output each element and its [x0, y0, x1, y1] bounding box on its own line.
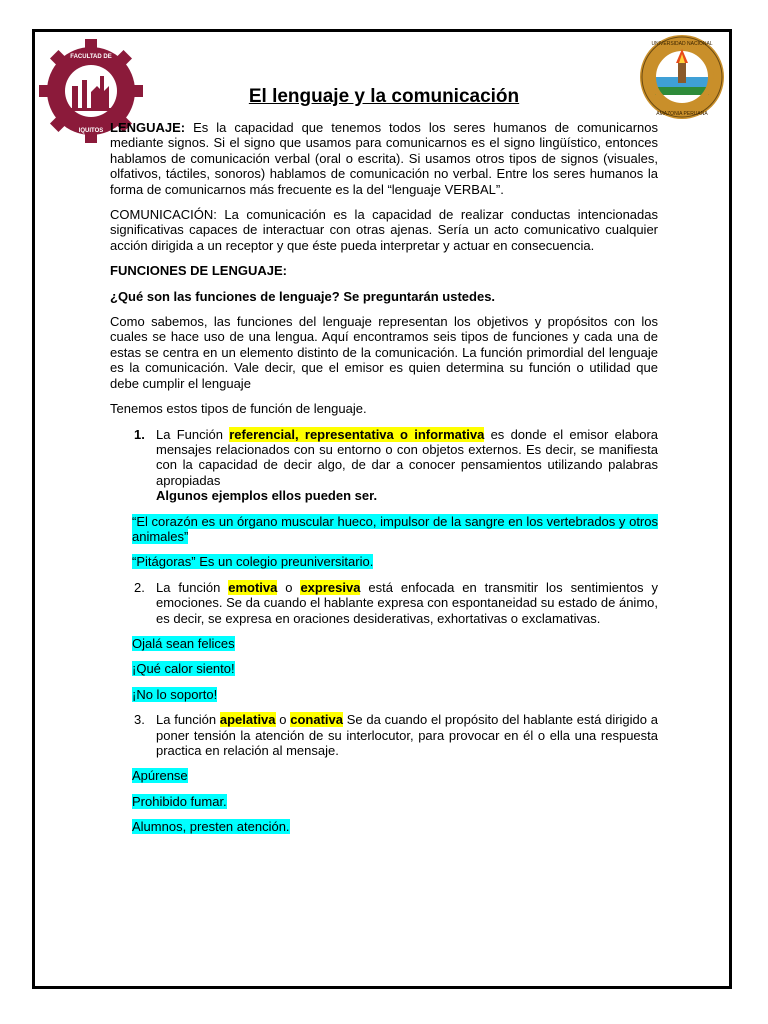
example-text: “Pitágoras” Es un colegio preuniversitario.	[132, 554, 374, 570]
example-text: “El corazón es un órgano muscular hueco, impulsor de la sangre en los vertebrados y otros animales”	[132, 513, 658, 544]
item-post: está enfocada en transmitir los sentimientos y emociones. Se da cuando el hablante expresa con espontaneidad su estado de ánimo, es decir, se expresa en oraciones desiderativas, exhortativas o exclamativas.	[156, 579, 658, 626]
item-pre: La función	[156, 712, 220, 728]
highlight-term: apelativa	[219, 712, 276, 728]
item-mid: o	[277, 579, 301, 595]
item-post: es donde el emisor elabora mensajes relacionados con su entorno o con objetos externos. Es decir, se manifiesta con la capacidad de decir algo, de dar a conocer pensamientos utilizando palabras apropiadas	[156, 426, 659, 488]
highlight-term: referencial, representativa o informativa	[229, 426, 485, 442]
svg-text:AMAZONIA PERUANA: AMAZONIA PERUANA	[656, 111, 708, 117]
list-item-1	[110, 427, 658, 504]
highlight-term: expresiva	[300, 579, 361, 595]
example-text: Prohibido fumar.	[132, 793, 227, 809]
comunicacion-paragraph: COMUNICACIÓN: La comunicación es la capacidad de realizar conductas intencionadas significativas capaces de interactuar con otras ajenas. Sería un acto comunicativo cualquier acción dirigida a un receptor y que éste pueda interpretar y actuar en consecuencia.	[110, 207, 658, 253]
item-mid: o	[275, 712, 291, 728]
list-number: 2.	[134, 579, 145, 595]
example-text: Ojalá sean felices	[132, 635, 235, 651]
list-item-3	[110, 712, 658, 758]
example-text: Alumnos, presten atención.	[132, 819, 290, 835]
item-pre: La función	[156, 579, 229, 595]
svg-text:UNIVERSIDAD NACIONAL: UNIVERSIDAD NACIONAL	[651, 41, 713, 47]
list-number: 1.	[134, 426, 145, 442]
svg-text:FACULTAD DE: FACULTAD DE	[70, 54, 112, 60]
example-text: ¡No lo soporto!	[132, 686, 218, 702]
example-text: Apúrense	[132, 768, 188, 784]
lenguaje-text: Es la capacidad que tenemos todos los seres humanos de comunicarnos mediante signos. Si el signo que usamos para comunicarnos es el signo lingüístico, entonces hablamos de comunicación verbal (oral o escrita). Si usamos otros tipos de signos (visuales, olfativos, táctiles, sonoros) hablamos de comunicación no verbal. Entre los seres humanos la forma de comunicarnos más frecuente es la del “lenguaje VERBAL”.	[110, 120, 658, 197]
tenemos-paragraph: Tenemos estos tipos de función de lenguaje.	[110, 401, 367, 417]
como-sabemos-paragraph: Como sabemos, las funciones del lenguaje representan los objetivos y propósitos con los cuales se hace uso de una lengua. Aquí encontramos seis tipos de funciones y cada una de estas se centra en un elemento distinto de la comunicación. La función primordial del lenguaje es la comunicación. Vale decir, que el emisor es quien determina su función o utilidad que debe cumplir el lenguaje	[110, 314, 658, 391]
item-pre: La Función	[156, 426, 230, 442]
document-body	[110, 120, 658, 845]
item-subheading: Algunos ejemplos ellos pueden ser.	[156, 488, 378, 504]
item-post: Se da cuando el propósito del hablante está dirigido a poner tensión la atención de su interlocutor, para provocar en él o ella una respuesta practica en relación al mensaje.	[156, 712, 658, 758]
pregunta-heading: ¿Qué son las funciones de lenguaje? Se preguntarán ustedes.	[110, 288, 496, 304]
highlight-term: emotiva	[228, 579, 278, 595]
list-number: 3.	[134, 712, 145, 728]
funciones-heading: FUNCIONES DE LENGUAJE:	[110, 263, 287, 279]
list-item-2	[110, 580, 658, 626]
example-text: ¡Qué calor siento!	[132, 661, 235, 677]
lenguaje-label: LENGUAJE:	[110, 120, 186, 135]
page-title: El lenguaje y la comunicación	[248, 86, 520, 107]
svg-text:IQUITOS: IQUITOS	[78, 128, 104, 134]
lenguaje-paragraph	[110, 120, 658, 197]
highlight-term: conativa	[290, 712, 343, 728]
